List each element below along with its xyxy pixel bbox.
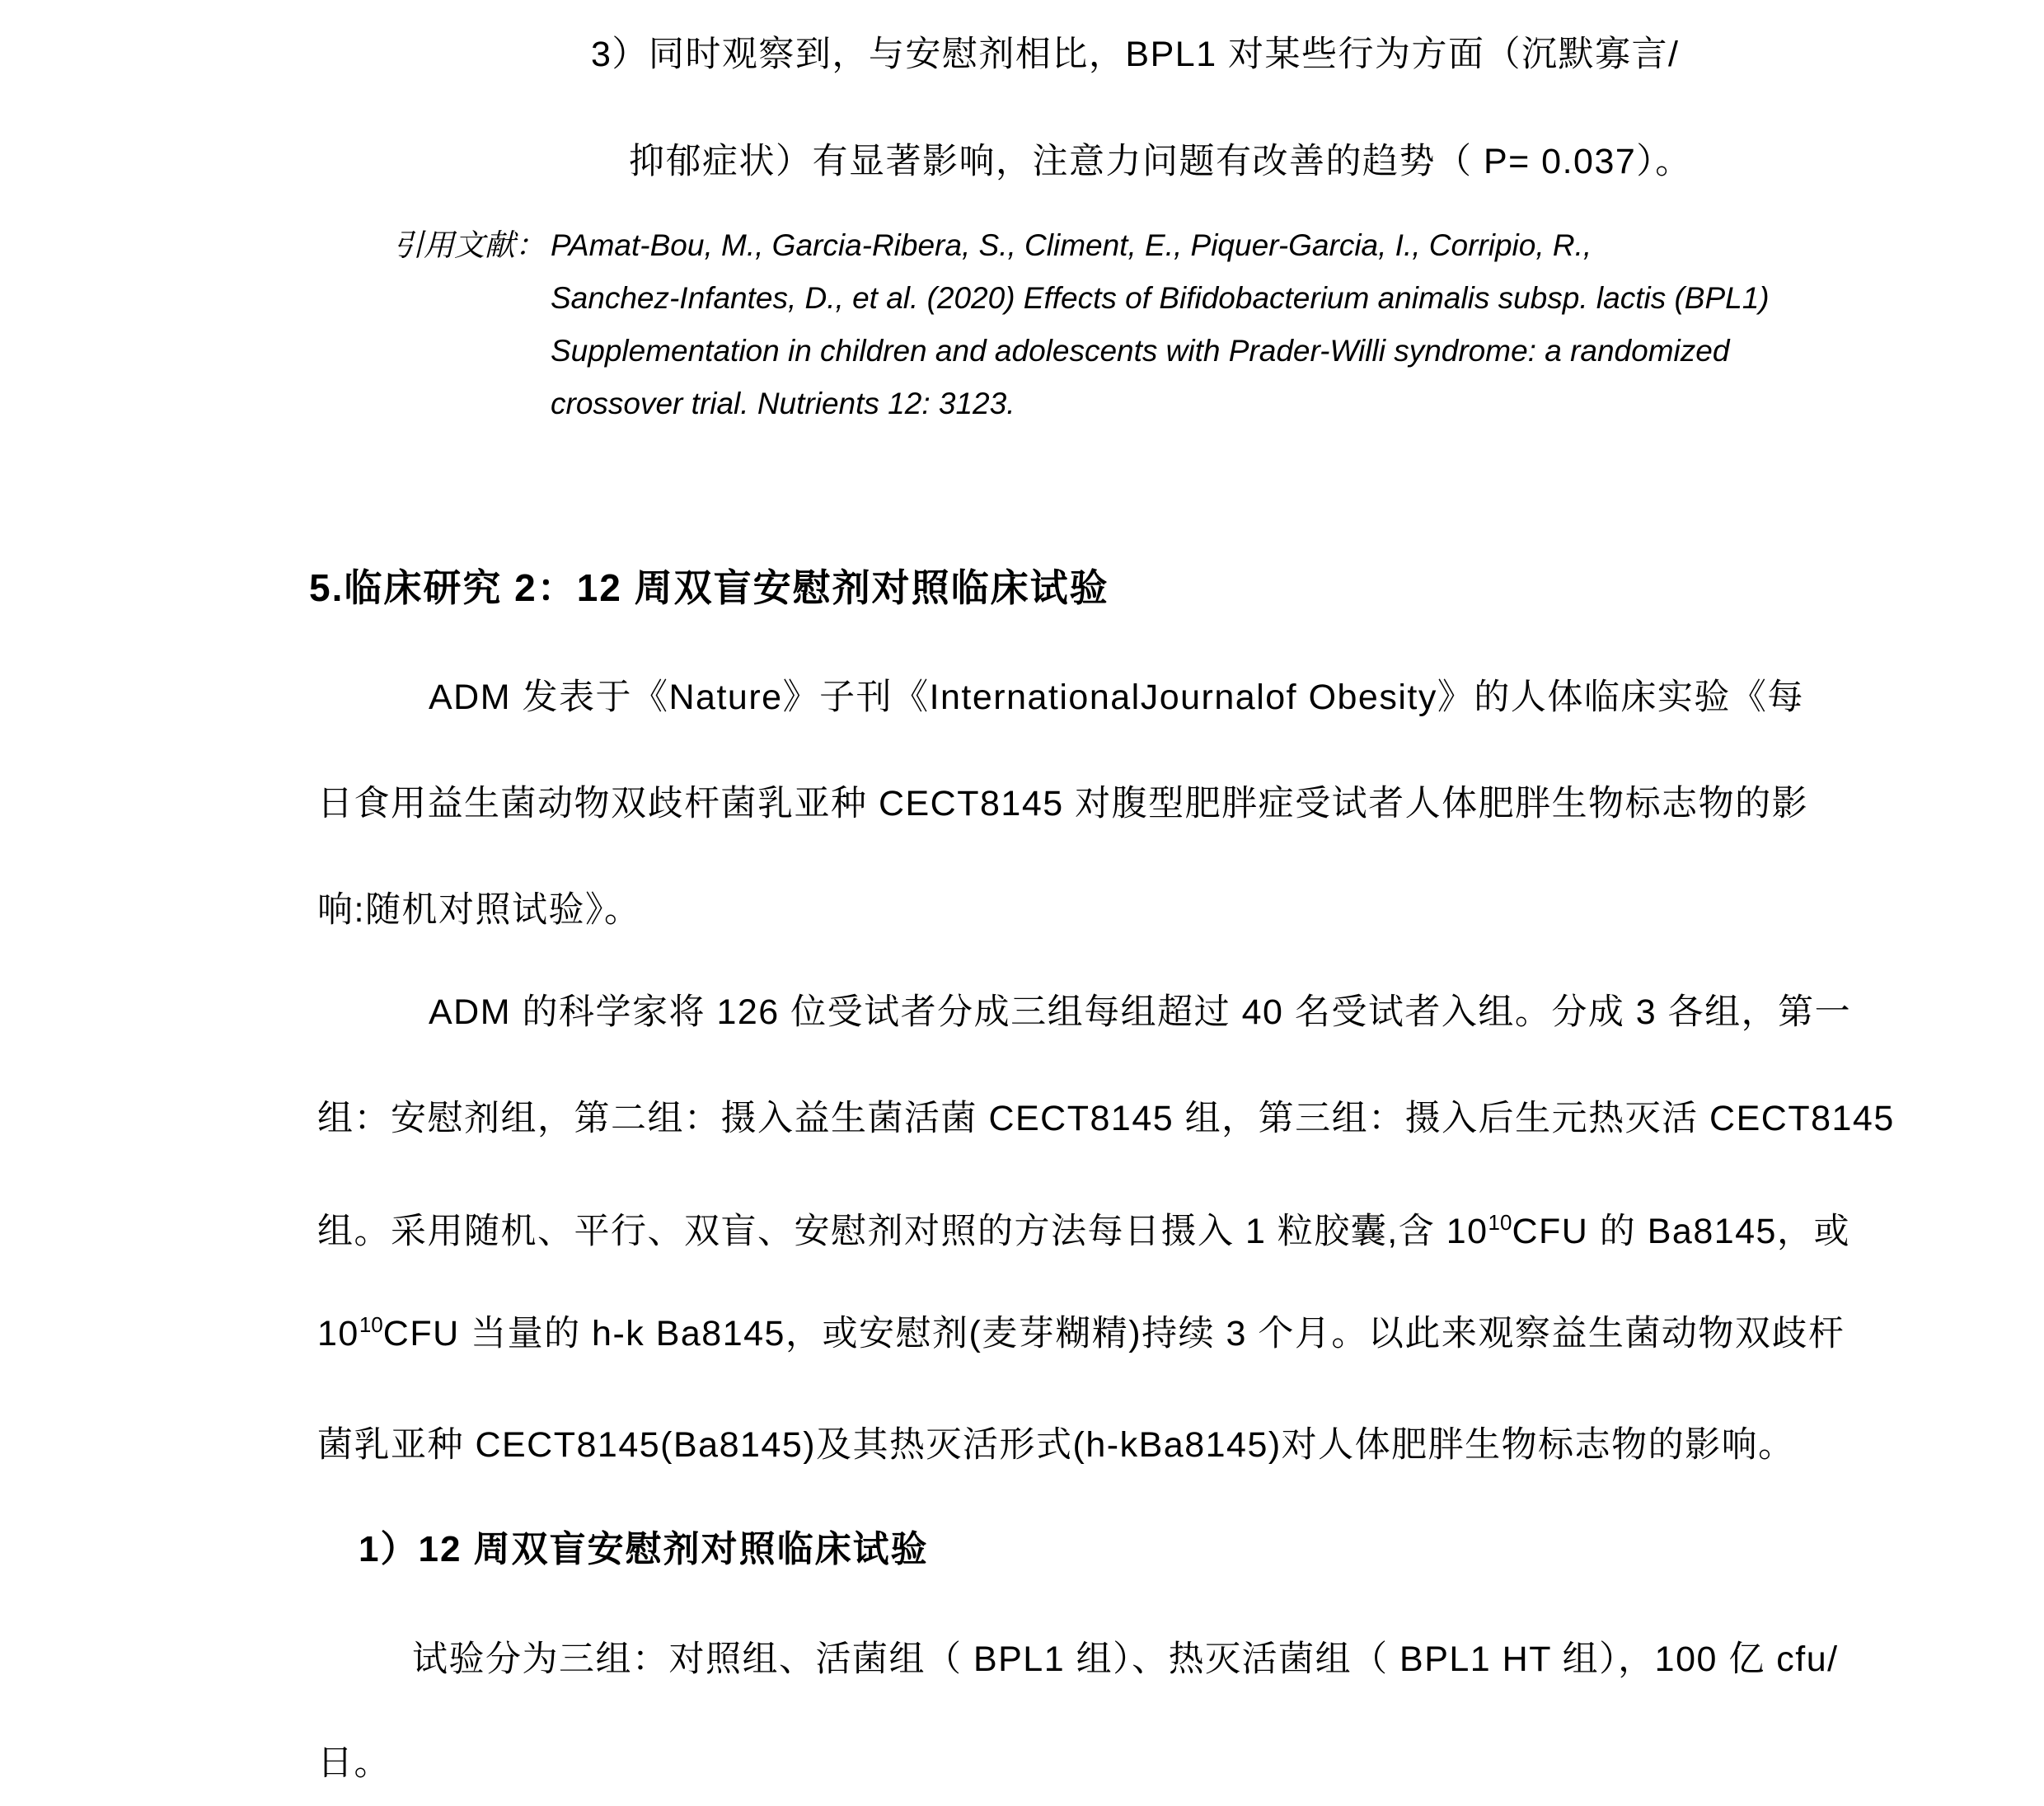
citation-label: 引用文献： bbox=[393, 228, 546, 262]
paragraph-grouping-line-3-text: 组。采用随机、平行、双盲、安慰剂对照的方法每日摄入 1 粒胶囊,含 10 bbox=[317, 1212, 1488, 1251]
superscript-exponent: 10 bbox=[359, 1312, 383, 1337]
paragraph-trial-groups-line-1: 试验分为三组：对照组、活菌组（ BPL1 组）、热灭活菌组（ BPL1 HT 组），100 亿 cfu/ bbox=[412, 1639, 1839, 1679]
paragraph-trial-groups-line-2: 日。 bbox=[317, 1743, 391, 1783]
paragraph-grouping-line-3-text-after: CFU 的 Ba8145，或 bbox=[1512, 1212, 1850, 1251]
observation-line-1: 3）同时观察到，与安慰剂相比，BPL1 对某些行为方面（沉默寡言/ bbox=[591, 35, 1680, 74]
paragraph-grouping-line-5: 菌乳亚种 CECT8145(Ba8145)及其热灭活形式(h-kBa8145)对人体肥胖生物标志物的影响。 bbox=[317, 1425, 1795, 1465]
paragraph-grouping-line-4-text: 10 bbox=[317, 1314, 359, 1353]
subsection-heading-12-week-trial: 1）12 周双盲安慰剂对照临床试验 bbox=[359, 1529, 929, 1569]
superscript-exponent: 10 bbox=[1488, 1210, 1512, 1235]
section-heading-clinical-study-2: 5.临床研究 2：12 周双盲安慰剂对照临床试验 bbox=[309, 566, 1109, 609]
paragraph-journal-intro-line-2: 日食用益生菌动物双歧杆菌乳亚种 CECT8145 对腹型肥胖症受试者人体肥胖生物标志物的影 bbox=[317, 784, 1809, 823]
citation-line-3: Supplementation in children and adolescents with Prader-Willi syndrome: a randomized bbox=[551, 334, 1730, 368]
paragraph-grouping-line-2: 组：安慰剂组，第二组：摄入益生菌活菌 CECT8145 组，第三组：摄入后生元热灭活 CECT8145 bbox=[317, 1099, 1895, 1138]
paragraph-grouping-line-4 bbox=[317, 1314, 1845, 1353]
paragraph-journal-intro-line-1: ADM 发表于《Nature》子刊《InternationalJournalof Obesity》的人体临床实验《每 bbox=[429, 678, 1804, 717]
paragraph-journal-intro-line-3: 响:随机对照试验》。 bbox=[317, 890, 641, 930]
citation-line-1: PAmat-Bou, M., Garcia-Ribera, S., Climent, E., Piquer-Garcia, I., Corripio, R., bbox=[551, 228, 1592, 262]
citation-line-4: crossover trial. Nutrients 12: 3123. bbox=[551, 387, 1015, 420]
paragraph-grouping-line-3 bbox=[317, 1212, 1850, 1251]
paragraph-grouping-line-1: ADM 的科学家将 126 位受试者分成三组每组超过 40 名受试者入组。分成 3 各组，第一 bbox=[429, 992, 1852, 1032]
paragraph-grouping-line-4-text-after: CFU 当量的 h-k Ba8145，或安慰剂(麦芽糊精)持续 3 个月。以此来观察益生菌动物双歧杆 bbox=[382, 1314, 1845, 1353]
observation-line-2: 抑郁症状）有显著影响，注意力问题有改善的趋势（ P= 0.037）。 bbox=[629, 142, 1692, 181]
citation-line-2: Sanchez-Infantes, D., et al. (2020) Effects of Bifidobacterium animalis subsp. lactis (BPL1) bbox=[551, 281, 1770, 315]
